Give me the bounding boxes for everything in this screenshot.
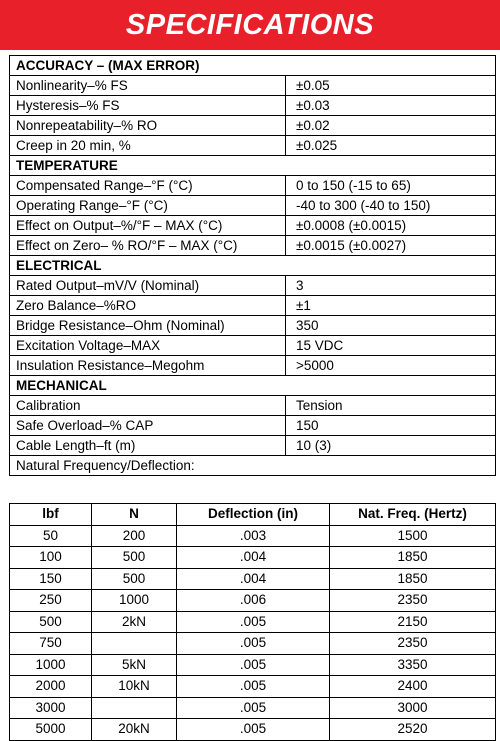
nf-row (10, 611, 496, 633)
nf-cell-deflection: .005 (177, 719, 330, 741)
nf-cell-deflection: .005 (177, 654, 330, 676)
spec-value: ±1 (286, 296, 496, 316)
nf-cell-deflection: .003 (177, 525, 330, 547)
nf-cell-deflection: .006 (177, 590, 330, 612)
spec-value: ±0.0008 (±0.0015) (286, 216, 496, 236)
spec-label: Nonlinearity–% FS (10, 76, 286, 96)
nf-header-row (10, 504, 496, 526)
nf-cell-deflection: .004 (177, 568, 330, 590)
spec-label: Operating Range–°F (°C) (10, 196, 286, 216)
spec-value: 350 (286, 316, 496, 336)
nf-cell-n: 5kN (92, 654, 177, 676)
spec-row (10, 336, 496, 356)
spec-row (10, 136, 496, 156)
spec-row (10, 116, 496, 136)
spec-row (10, 356, 496, 376)
spec-label: Hysteresis–% FS (10, 96, 286, 116)
spec-row (10, 216, 496, 236)
spec-value: ±0.03 (286, 96, 496, 116)
nf-cell-deflection: .005 (177, 633, 330, 655)
nf-cell-nat-freq: 1850 (330, 547, 496, 569)
nf-cell-lbf: 50 (10, 525, 92, 547)
spec-label: Insulation Resistance–Megohm (10, 356, 286, 376)
natural-frequency-table (9, 503, 496, 741)
nf-header-n: N (92, 504, 177, 526)
spec-row (10, 316, 496, 336)
section-header: ELECTRICAL (10, 256, 496, 276)
spec-label: Effect on Output–%/°F – MAX (°C) (10, 216, 286, 236)
nf-row (10, 525, 496, 547)
nf-cell-nat-freq: 3000 (330, 697, 496, 719)
nf-cell-lbf: 5000 (10, 719, 92, 741)
nf-cell-nat-freq: 2350 (330, 633, 496, 655)
nf-cell-n: 500 (92, 568, 177, 590)
nf-cell-n: 200 (92, 525, 177, 547)
spec-row (10, 296, 496, 316)
nf-row (10, 547, 496, 569)
spec-label: Bridge Resistance–Ohm (Nominal) (10, 316, 286, 336)
nf-header-deflection: Deflection (in) (177, 504, 330, 526)
spec-row (10, 176, 496, 196)
spec-row (10, 76, 496, 96)
natural-frequency-label-row (10, 456, 496, 476)
specifications-table (9, 55, 496, 476)
nf-cell-lbf: 150 (10, 568, 92, 590)
nf-cell-lbf: 1000 (10, 654, 92, 676)
nf-cell-lbf: 250 (10, 590, 92, 612)
nf-cell-nat-freq: 1500 (330, 525, 496, 547)
nf-cell-deflection: .004 (177, 547, 330, 569)
spec-label: Calibration (10, 396, 286, 416)
nf-row (10, 590, 496, 612)
nf-row (10, 719, 496, 741)
spec-value: 10 (3) (286, 436, 496, 456)
spec-row (10, 436, 496, 456)
nf-cell-lbf: 750 (10, 633, 92, 655)
nf-cell-deflection: .005 (177, 676, 330, 698)
spec-row (10, 196, 496, 216)
natural-frequency-label: Natural Frequency/Deflection: (10, 456, 496, 476)
nf-cell-deflection: .005 (177, 697, 330, 719)
nf-cell-lbf: 3000 (10, 697, 92, 719)
spec-row (10, 276, 496, 296)
spec-label: Effect on Zero– % RO/°F – MAX (°C) (10, 236, 286, 256)
spec-row (10, 96, 496, 116)
spec-label: Zero Balance–%RO (10, 296, 286, 316)
nf-cell-n: 500 (92, 547, 177, 569)
spec-label: Excitation Voltage–MAX (10, 336, 286, 356)
banner-title: SPECIFICATIONS (125, 8, 375, 41)
nf-row (10, 654, 496, 676)
spec-value: ±0.02 (286, 116, 496, 136)
spec-label: Creep in 20 min, % (10, 136, 286, 156)
nf-row (10, 568, 496, 590)
nf-cell-nat-freq: 2150 (330, 611, 496, 633)
spec-value: ±0.0015 (±0.0027) (286, 236, 496, 256)
nf-cell-n (92, 697, 177, 719)
nf-cell-n: 1000 (92, 590, 177, 612)
section-header: ACCURACY – (MAX ERROR) (10, 56, 496, 76)
nf-row (10, 633, 496, 655)
nf-cell-lbf: 100 (10, 547, 92, 569)
spec-row (10, 416, 496, 436)
nf-cell-n: 2kN (92, 611, 177, 633)
nf-header-lbf: lbf (10, 504, 92, 526)
spec-value: ±0.025 (286, 136, 496, 156)
section-header: TEMPERATURE (10, 156, 496, 176)
section-header: MECHANICAL (10, 376, 496, 396)
spec-label: Cable Length–ft (m) (10, 436, 286, 456)
nf-cell-lbf: 2000 (10, 676, 92, 698)
nf-cell-n: 20kN (92, 719, 177, 741)
spec-value: >5000 (286, 356, 496, 376)
nf-cell-nat-freq: 2520 (330, 719, 496, 741)
spec-label: Rated Output–mV/V (Nominal) (10, 276, 286, 296)
nf-cell-nat-freq: 1850 (330, 568, 496, 590)
nf-cell-deflection: .005 (177, 611, 330, 633)
spec-value: -40 to 300 (-40 to 150) (286, 196, 496, 216)
spec-label: Safe Overload–% CAP (10, 416, 286, 436)
spec-value: 3 (286, 276, 496, 296)
spec-value: 15 VDC (286, 336, 496, 356)
spec-value: ±0.05 (286, 76, 496, 96)
nf-row (10, 676, 496, 698)
spec-label: Compensated Range–°F (°C) (10, 176, 286, 196)
spec-value: 150 (286, 416, 496, 436)
spec-value: 0 to 150 (-15 to 65) (286, 176, 496, 196)
specifications-banner (0, 0, 500, 50)
nf-row (10, 697, 496, 719)
nf-cell-n: 10kN (92, 676, 177, 698)
nf-cell-n (92, 633, 177, 655)
nf-cell-lbf: 500 (10, 611, 92, 633)
spec-value: Tension (286, 396, 496, 416)
spec-label: Nonrepeatability–% RO (10, 116, 286, 136)
nf-header-nat-freq: Nat. Freq. (Hertz) (330, 504, 496, 526)
nf-cell-nat-freq: 2400 (330, 676, 496, 698)
nf-cell-nat-freq: 3350 (330, 654, 496, 676)
nf-cell-nat-freq: 2350 (330, 590, 496, 612)
spec-row (10, 396, 496, 416)
spec-row (10, 236, 496, 256)
